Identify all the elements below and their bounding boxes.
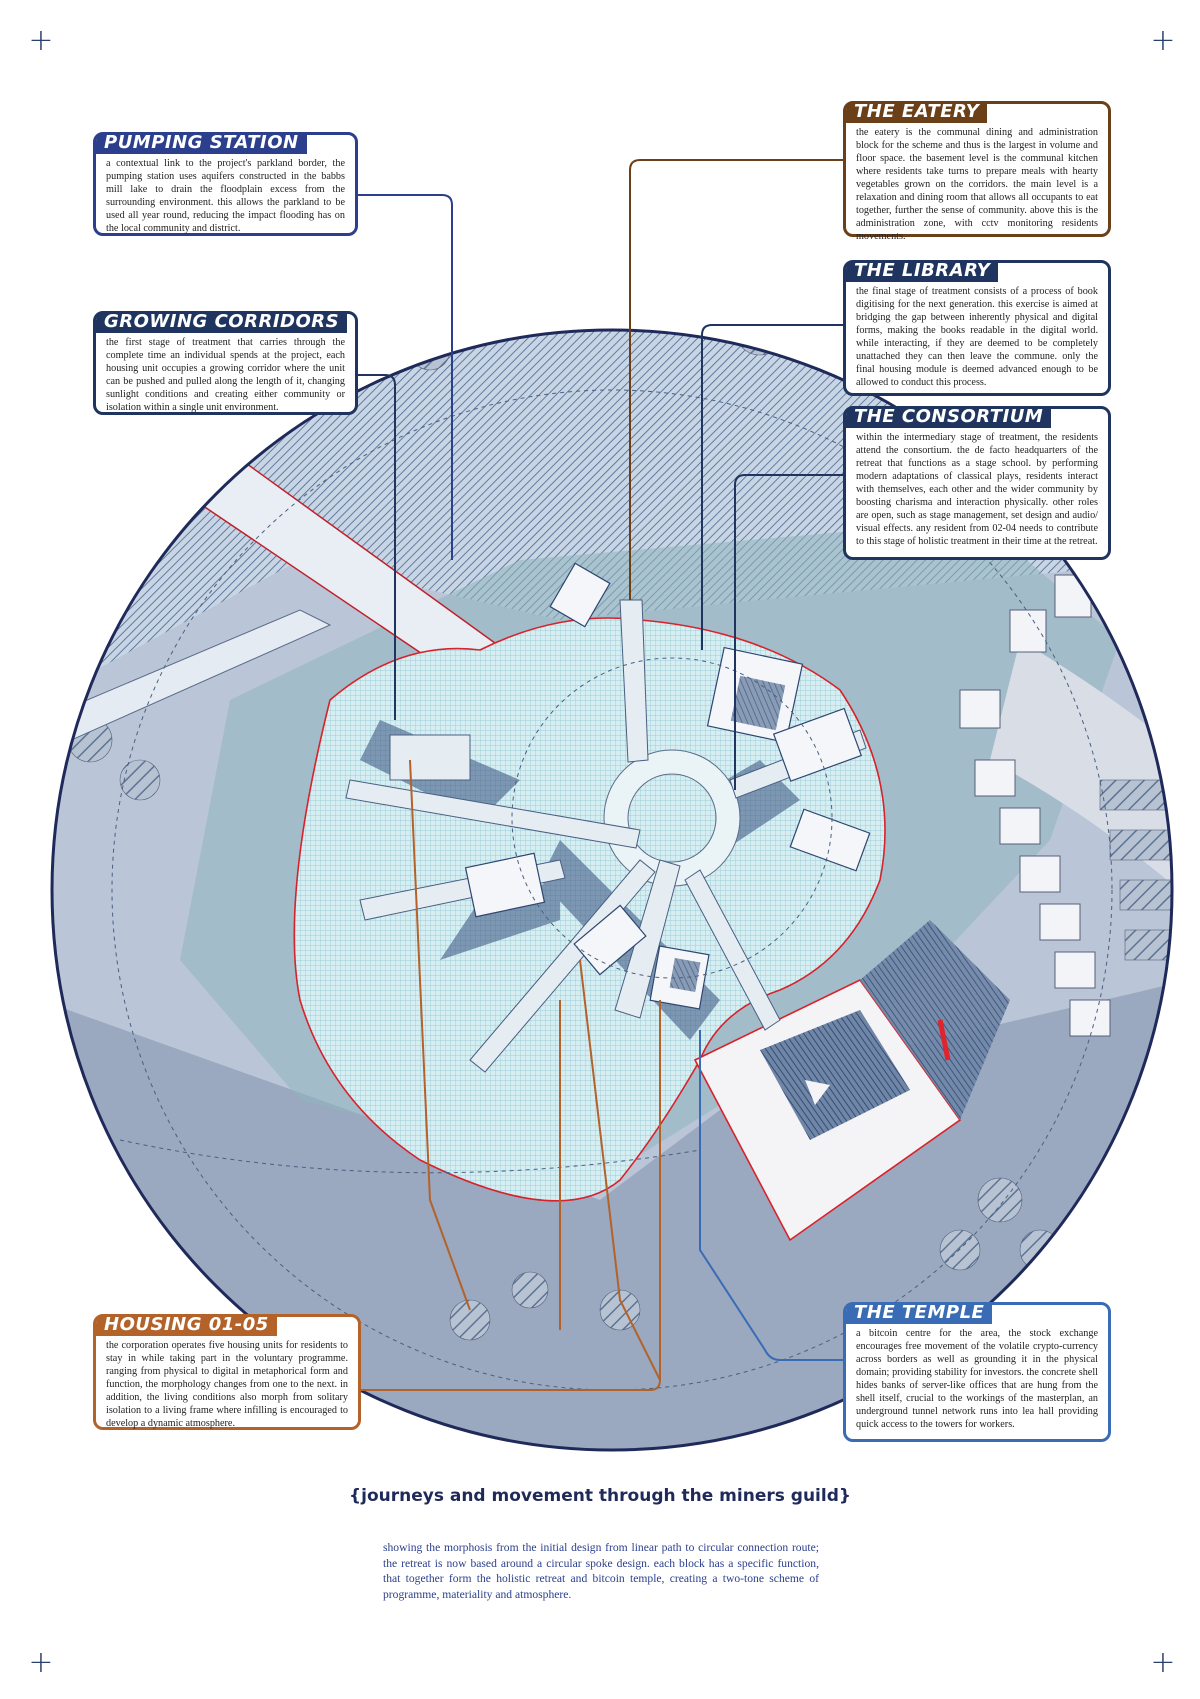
- housing-title: HOUSING 01-05: [96, 1314, 277, 1336]
- pumping-station-text: a contextual link to the project's parkland border, the pumping station uses aquifers constructed in the babbs mill lake to drain the floodplain excess from the surrounding environment. this allows the parkland to be used all year round, reducing the impact flooding has on the local community and district.: [106, 158, 345, 234]
- eatery-box: [843, 101, 1111, 242]
- growing-corridors-box: [93, 311, 358, 415]
- temple-title: THE TEMPLE: [846, 1302, 992, 1324]
- pumping-station-box: [93, 132, 358, 236]
- caption-body: showing the morphosis from the initial design from linear path to circular connection route; the retreat is now based around a circular spoke design. each block has a specific function, that together form the holistic retreat and bitcoin temple, creating a two-tone scheme of programme, materiality and atmosphere.: [383, 1541, 819, 1601]
- consortium-text: within the intermediary stage of treatment, the residents attend the consortium. the de facto headquarters of the retreat that functions as a stage school. by performing modern adaptations of classical plays, residents interact with themselves, each other and the wider community by boosting charisma and interaction physically. other roles are open, such as stage management, set design and audio/ visual effects. any resident from 02-04 needs to contribute to this stage of holistic treatment in their time at the retreat.: [856, 432, 1098, 547]
- crop-mark-top-right: +: [1150, 23, 1176, 58]
- eatery-text: the eatery is the communal dining and administration block for the scheme and thus is the largest in volume and floor space. the basement level is the communal kitchen where residents take turns to prepare meals with hearty vegetables grown on the corridors. the main level is a relaxation and dining room that allows all occupants to eat together, further the sense of community. above this is the administration zone, with cctv monitoring residents movements.: [856, 127, 1098, 242]
- eatery-title: THE EATERY: [846, 101, 987, 123]
- library-text: the final stage of treatment consists of a process of book digitising for the next generation. this exercise is aimed at bridging the gap between inherently physical and digital forms, making the books readable in the digital world. while interacting, if they are deemed to be completely unattached they can then leave the commune. only the final housing module is deemed advanced enough to be allowed to conduct this process.: [856, 286, 1098, 388]
- pumping-station-title: PUMPING STATION: [96, 132, 307, 154]
- temple-text: a bitcoin centre for the area, the stock exchange encourages free movement of the volatile crypto-currency across borders as well as grounding it in the physical domain; providing stability for investors. the concrete shell hides banks of server-like offices that are hung from the shell itself, crucial to the workings of the masterplan, an underground tunnel network runs into lea hall providing quick access to the towers for workers.: [856, 1328, 1098, 1430]
- library-box: [843, 260, 1111, 396]
- library-title: THE LIBRARY: [846, 260, 998, 282]
- temple-box: [843, 1302, 1111, 1442]
- caption-title: {journeys and movement through the miners guild}: [349, 1486, 851, 1506]
- consortium-title: THE CONSORTIUM: [846, 406, 1051, 428]
- housing-box: [93, 1314, 361, 1430]
- consortium-box: [843, 406, 1111, 560]
- crop-mark-bottom-right: +: [1150, 1645, 1176, 1680]
- growing-corridors-text: the first stage of treatment that carries through the complete time an individual spends at the project, each housing unit occupies a growing corridor where the unit can be pushed and pulled along the length of it, changing sunlight conditions and creating either community or isolation within a single unit environment.: [106, 337, 345, 413]
- growing-corridors-title: GROWING CORRIDORS: [96, 311, 347, 333]
- crop-mark-bottom-left: +: [28, 1645, 54, 1680]
- housing-text: the corporation operates five housing units for residents to stay in while taking part in the voluntary programme. ranging from physical to digital in metaphorical form and function, the morphology changes from one to the next. in addition, the living conditions also morph from solitary isolation to a living frame where infilling is encouraged to develop a dynamic atmosphere.: [106, 1340, 348, 1429]
- crop-mark-top-left: +: [28, 23, 54, 58]
